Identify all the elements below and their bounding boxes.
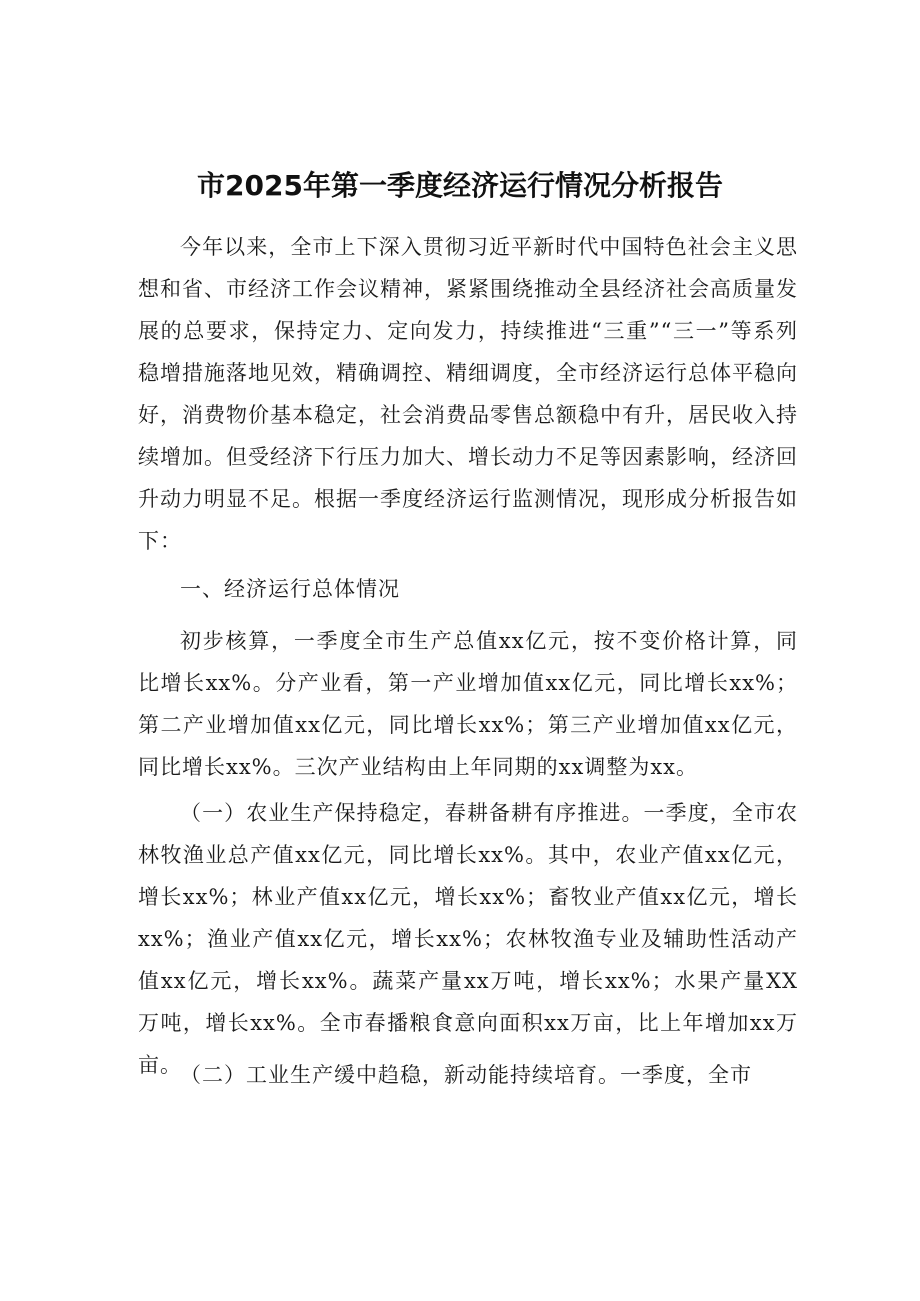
agriculture-paragraph: （一）农业生产保持稳定，春耕备耕有序推进。一季度，全市农林牧渔业总产值xx亿元，同比增长xx%。其中，农业产值xx亿元，增长xx%；林业产值xx亿元，增长xx%；畜牧业产值xx亿元，增长xx%；渔业产值xx亿元，增长xx%；农林牧渔专业及辅助性活动产值xx亿元，增长xx%。蔬菜产量xx万吨，增长xx%；水果产量XX万吨，增长xx%。全市春播粮食意向面积xx万亩，比上年增加xx万亩。 [138, 801, 798, 1077]
industry-paragraph: （二）工业生产缓中趋稳，新动能持续培育。一季度，全市 [180, 1063, 752, 1087]
overall-paragraph: 初步核算，一季度全市生产总值xx亿元，按不变价格计算，同比增长xx%。分产业看，第一产业增加值xx亿元，同比增长xx%；第二产业增加值xx亿元，同比增长xx%；第三产业增加值xx亿元，同比增长xx%。三次产业结构由上年同期的xx调整为xx。 [138, 629, 798, 779]
document-title: 市2025年第一季度经济运行情况分析报告 [197, 169, 723, 202]
section-heading-overall: 一、经济运行总体情况 [180, 577, 400, 601]
intro-paragraph: 今年以来，全市上下深入贯彻习近平新时代中国特色社会主义思想和省、市经济工作会议精神，紧紧围绕推动全县经济社会高质量发展的总要求，保持定力、定向发力，持续推进“三重”“三一”等系列稳增措施落地见效，精确调控、精细调度，全市经济运行总体平稳向好，消费物价基本稳定，社会消费品零售总额稳中有升，居民收入持续增加。但受经济下行压力加大、增长动力不足等因素影响，经济回升动力明显不足。根据一季度经济运行监测情况，现形成分析报告如下： [138, 235, 798, 553]
